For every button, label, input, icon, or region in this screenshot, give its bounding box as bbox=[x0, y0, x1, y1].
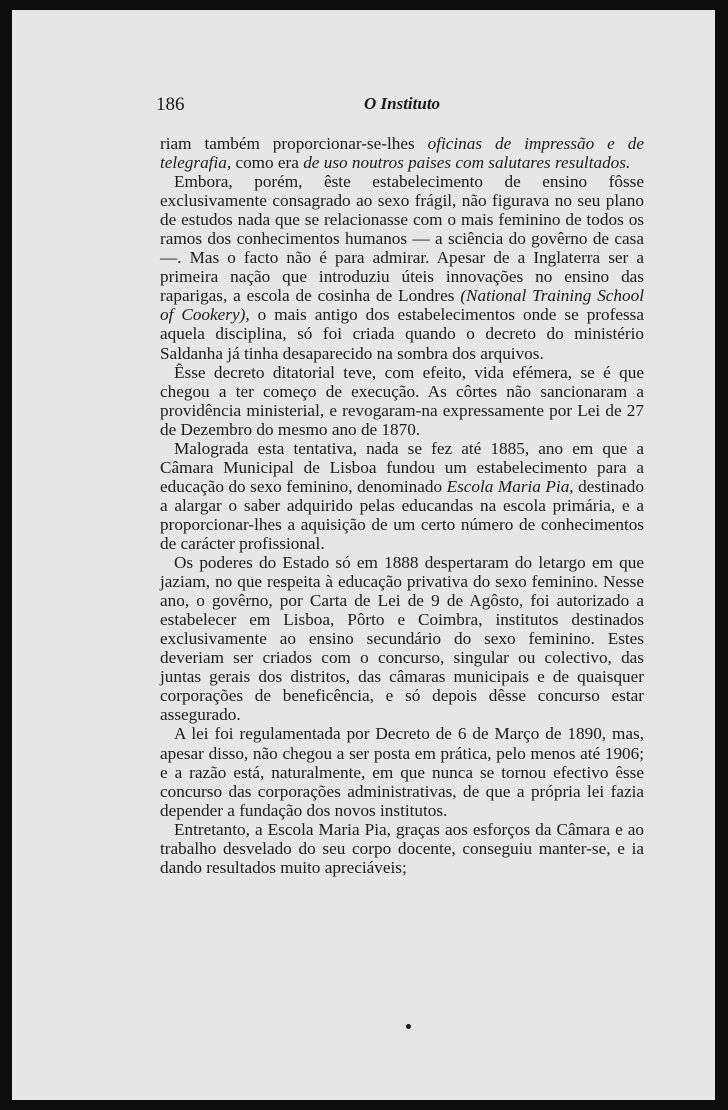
paragraph bbox=[160, 553, 644, 724]
paragraph bbox=[160, 439, 644, 553]
page-header bbox=[156, 94, 646, 124]
paragraph bbox=[160, 820, 644, 877]
text-run: destinado a alargar o saber adquirido pelas educandas na escola primária, e a proporcionar-lhes a aquisição de um certo número de conhecimentos de carácter profissional. bbox=[160, 476, 644, 553]
running-title: O Instituto bbox=[364, 94, 441, 113]
book-page bbox=[12, 10, 715, 1100]
page-number: 186 bbox=[156, 94, 185, 115]
text-run: o mais antigo dos estabelecimentos onde se professa aquela disciplina, só foi criada quando o decreto do ministério Saldanha já tinha desaparecido na sombra dos arquivos. bbox=[160, 305, 644, 363]
italic-text: de uso noutros paises com salutares resultados. bbox=[303, 153, 631, 173]
text-run: Êsse decreto ditatorial teve, com efeito, vida efémera, se é que chegou a ter começo de execução. As côrtes não sancionaram a providência ministerial, e revogaram-na expressamente por Lei de 27 de Dezembro do mesmo ano de 1870. bbox=[160, 362, 644, 439]
printed-dot bbox=[406, 1024, 411, 1029]
text-run: Entretanto, a Escola Maria Pia, graças aos esforços da Câmara e ao trabalho desvelado do seu corpo docente, conseguiu manter-se, e ia dando resultados muito apreciáveis; bbox=[160, 819, 644, 877]
paragraph bbox=[160, 134, 644, 172]
text-run: como era bbox=[231, 153, 304, 173]
text-run: riam também proporcionar-se-lhes bbox=[160, 134, 428, 153]
paragraph bbox=[160, 172, 644, 362]
text-run: Os poderes do Estado só em 1888 despertaram do letargo em que jaziam, no que respeita à educação privativa do sexo feminino. Nesse ano, o govêrno, por Carta de Lei de 9 de Agôsto, foi autorizado a estabelecer em Lisboa, Pôrto e Coimbra, institutos destinados exclusivamente ao ensino secundário do sexo feminino. Estes deveriam ser criados com o concurso, singular ou colectivo, das juntas gerais dos distritos, das câmaras municipais e de quaisquer corporações de beneficência, e só depois dêsse concurso estar assegurado. bbox=[160, 553, 644, 725]
text-run: Malograda esta tentativa, nada se fez até 1885, ano em que a Câmara Municipal de Lisboa fundou um estabelecimento para a educação do sexo feminino, denominado bbox=[160, 438, 644, 496]
paragraph bbox=[160, 724, 644, 819]
italic-text: Escola Maria Pia, bbox=[446, 476, 574, 496]
italic-text: oficinas de impressão e de telegrafia, bbox=[160, 134, 644, 173]
text-run: A lei foi regulamentada por Decreto de 6 de Março de 1890, mas, apesar disso, não chegou a ser posta em prática, pelo menos até 1906; e a razão está, naturalmente, em que nunca se tornou efectivo êsse concurso das corporações administrativas, de que a própria lei fazia depender a fundação dos novos institutos. bbox=[160, 724, 644, 820]
italic-text: (National Training School of Cookery), bbox=[160, 286, 644, 325]
text-run: Embora, porém, êste estabelecimento de ensino fôsse exclusivamente consagrado ao sexo frágil, não figurava no seu plano de estudos nada que se relacionasse com o mais feminino de todos os ramos dos conhecimentos humanos — a sciência do govêrno de casa —. Mas o facto não é para admirar. Apesar de a Inglaterra ser a primeira nação que introduziu úteis innovações no ensino das raparigas, a escola de cosinha de Londres bbox=[160, 172, 644, 306]
body-text bbox=[160, 134, 644, 877]
paragraph bbox=[160, 363, 644, 439]
